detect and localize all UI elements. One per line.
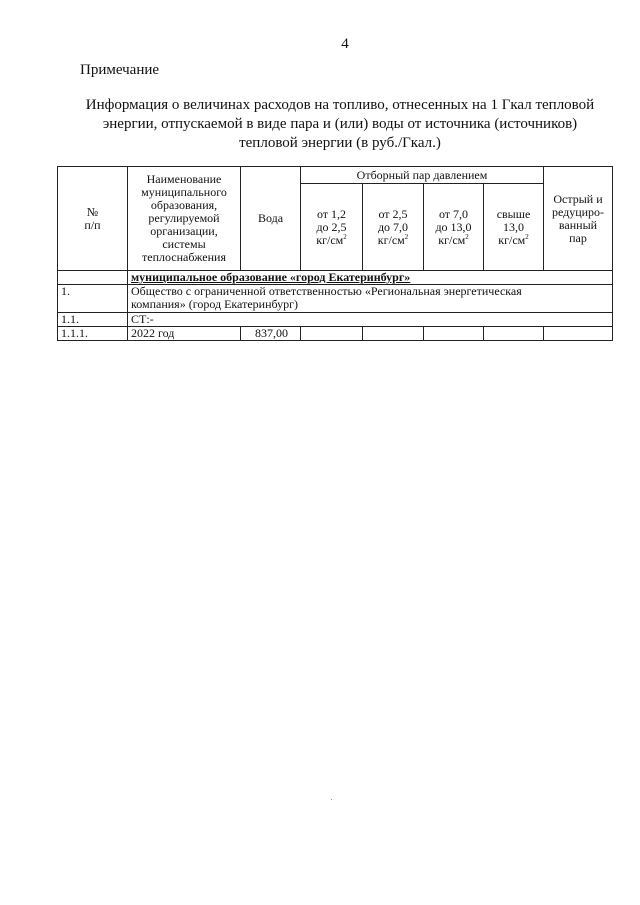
water-value: 837,00	[241, 327, 301, 341]
header-steam-2: от 2,5 до 7,0 $кг/см^2$	[363, 184, 424, 271]
steam-2-value	[363, 327, 424, 341]
municipality-num-cell	[58, 271, 128, 285]
title-line-1: Информация о величинах расходов на топливо, отнесенных на 1 Гкал тепловой	[85, 97, 595, 113]
title-line-2: энергии, отпускаемой в виде пара и (или) воды от источника (источников)	[102, 116, 578, 132]
scan-speck	[331, 799, 332, 800]
header-steam-1: от 1,2 до 2,5 $кг/см^2$	[301, 184, 363, 271]
note-label: Примечание	[80, 62, 160, 78]
steam-1-value	[301, 327, 363, 341]
system-name: СТ:-	[128, 313, 613, 327]
fuel-cost-table	[57, 166, 613, 341]
header-num: № п/п	[58, 167, 128, 271]
steam-3-value	[424, 327, 484, 341]
header-steam-4: свыше 13,0 $кг/см^2$	[484, 184, 544, 271]
steam-4-value	[484, 327, 544, 341]
header-name: Наименование муниципального образования, регулируемой организации, системы теплоснабжения	[128, 167, 241, 271]
organization-num: 1.	[58, 285, 128, 313]
organization-name: Общество с ограниченной ответственностью «Региональная энергетическая компания» (город Екатеринбург)	[128, 285, 613, 313]
header-row-1	[58, 167, 613, 184]
header-steam-group: Отборный пар давлением	[301, 167, 544, 184]
title-line-3: тепловой энергии (в руб./Гкал.)	[239, 135, 441, 151]
year-label: 2022 год	[128, 327, 241, 341]
municipality-row	[58, 271, 613, 285]
header-steam-3: от 7,0 до 13,0 $кг/см^2$	[424, 184, 484, 271]
sharp-steam-value	[544, 327, 613, 341]
system-row	[58, 313, 613, 327]
system-num: 1.1.	[58, 313, 128, 327]
page-number: 4	[341, 36, 349, 52]
year-row	[58, 327, 613, 341]
organization-row	[58, 285, 613, 313]
header-sharp-steam: Острый и редуциро- ванный пар	[544, 167, 613, 271]
document-title	[70, 96, 610, 153]
header-water: Вода	[241, 167, 301, 271]
year-num: 1.1.1.	[58, 327, 128, 341]
municipality-name: муниципальное образование «город Екатеринбург»	[128, 271, 613, 285]
